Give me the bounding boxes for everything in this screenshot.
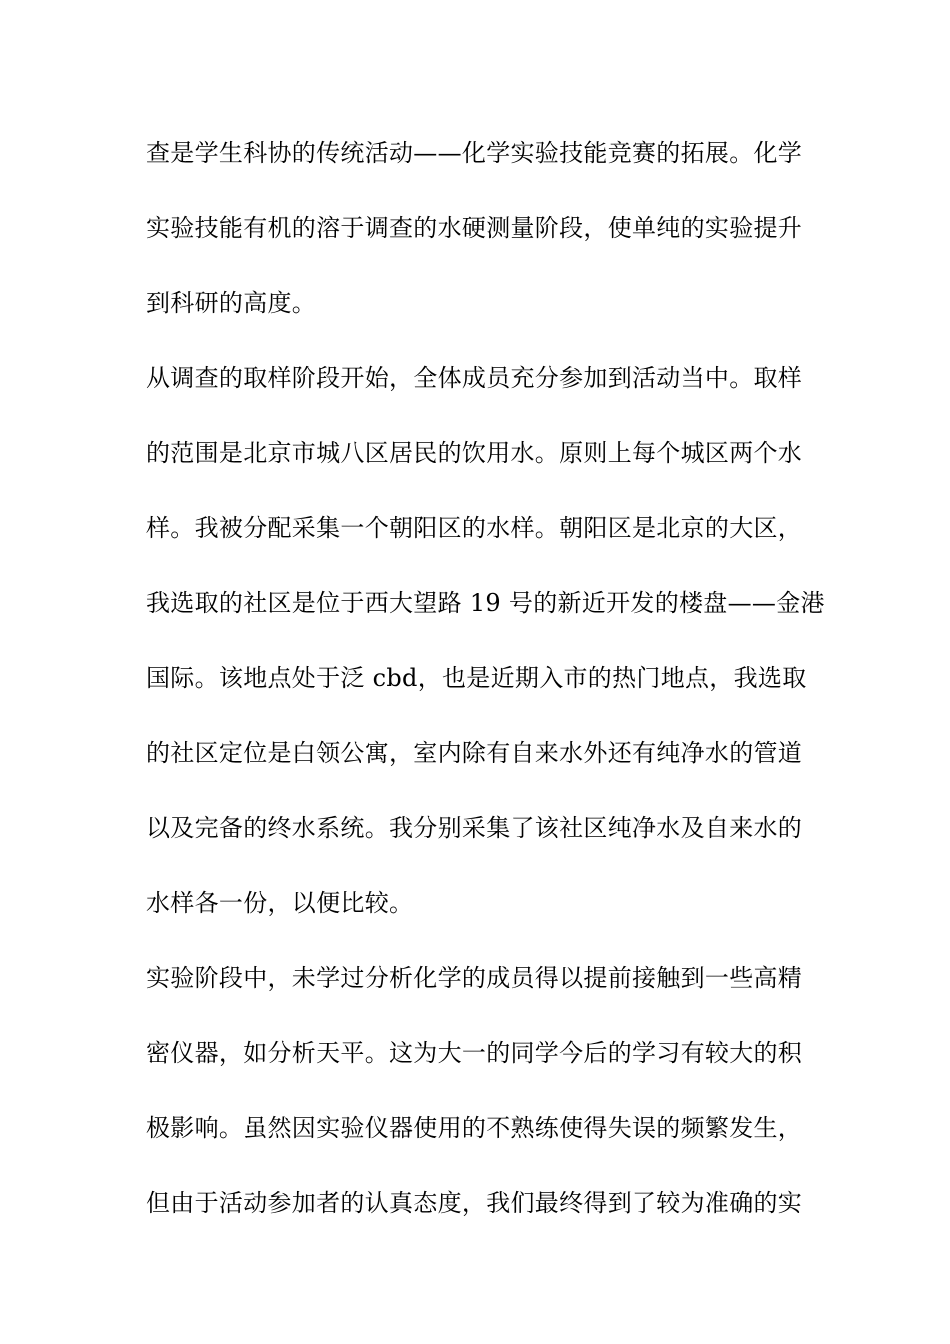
- text-line: 我选取的社区是位于西大望路 19 号的新近开发的楼盘——金港: [146, 589, 825, 617]
- text-line: 查是学生科协的传统活动——化学实验技能竞赛的拓展。化学: [146, 139, 803, 167]
- text-line: 的范围是北京市城八区居民的饮用水。原则上每个城区两个水: [146, 439, 803, 467]
- text-line: 从调查的取样阶段开始，全体成员充分参加到活动当中。取样: [146, 364, 803, 392]
- body-text: [146, 126, 825, 1251]
- text-line: 水样各一份，以便比较。: [146, 889, 414, 917]
- text-line: 密仪器，如分析天平。这为大一的同学今后的学习有较大的积: [146, 1039, 803, 1067]
- text-line: 样。我被分配采集一个朝阳区的水样。朝阳区是北京的大区，: [146, 514, 803, 542]
- text-line: 实验阶段中，未学过分析化学的成员得以提前接触到一些高精: [146, 964, 803, 992]
- text-line: 极影响。虽然因实验仪器使用的不熟练使得失误的频繁发生，: [146, 1114, 803, 1142]
- text-line: 到科研的高度。: [146, 289, 317, 317]
- text-line: 国际。该地点处于泛 cbd，也是近期入市的热门地点，我选取: [146, 664, 807, 692]
- text-line: 但由于活动参加者的认真态度，我们最终得到了较为准确的实: [146, 1189, 803, 1217]
- text-line: 的社区定位是白领公寓，室内除有自来水外还有纯净水的管道: [146, 739, 803, 767]
- text-line: 以及完备的终水系统。我分别采集了该社区纯净水及自来水的: [146, 814, 803, 842]
- text-line: 实验技能有机的溶于调查的水硬测量阶段，使单纯的实验提升: [146, 214, 803, 242]
